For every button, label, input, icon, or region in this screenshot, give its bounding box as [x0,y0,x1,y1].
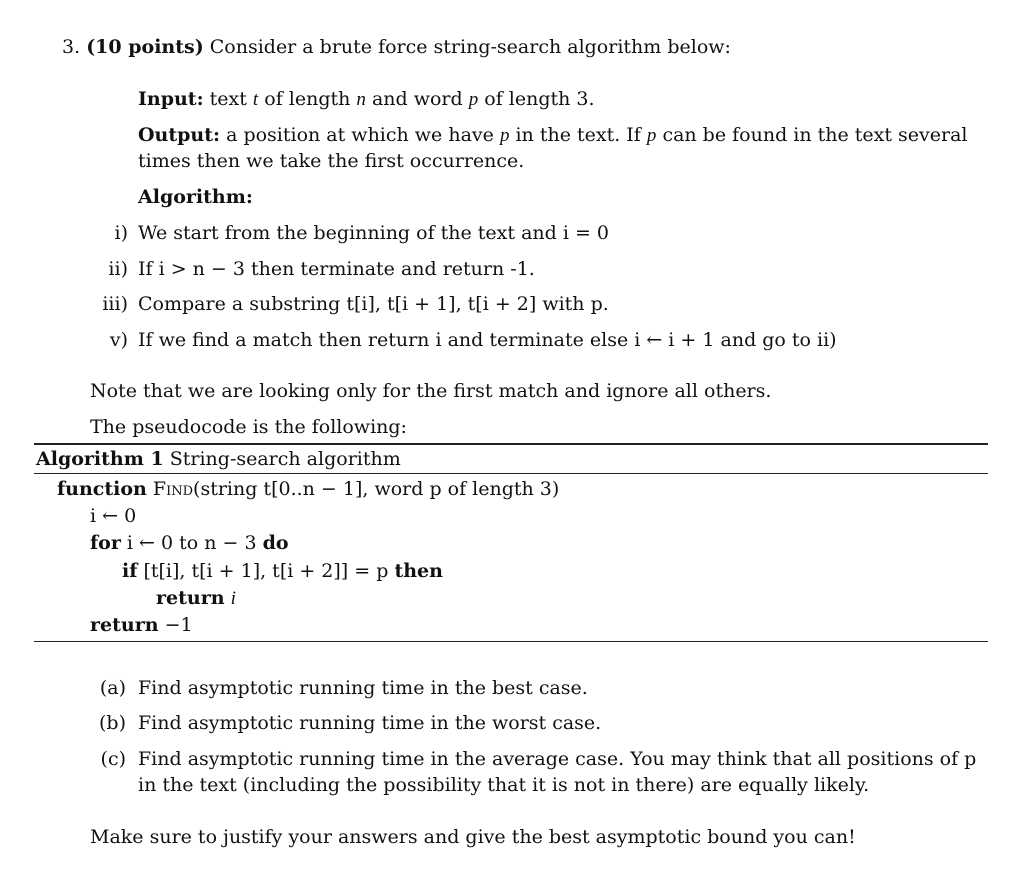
input-spec [138,86,595,113]
code-line-if: if [t[i], t[i + 1], t[i + 2]] = p then [122,560,443,582]
input-text-3: and word [371,88,463,110]
code-line-return-i: return i [156,587,236,609]
step-label: v) [109,329,128,351]
step-label: ii) [108,258,128,280]
problem-intro: Consider a brute force string-search algorithm below: [209,36,731,58]
input-text-4: of length 3. [484,88,595,110]
problem-points: (10 points) [86,36,204,58]
note-text: Note that we are looking only for the first match and ignore all others. [90,380,772,402]
step-text: Compare a substring t[i], t[i + 1], t[i + 2] with p. [138,293,609,315]
problem-number: 3. [62,36,81,58]
step-text: If i > n − 3 then terminate and return -1. [138,258,535,280]
code-line-function: function Find(string t[0..n − 1], word p of length 3) [57,478,560,500]
algorithm-caption-title: String-search algorithm [169,448,401,470]
output-spec [138,122,968,149]
code-line-init: i ← 0 [90,505,137,527]
question-label: (c) [100,748,126,770]
code-line-return-neg: return −1 [90,614,193,636]
pseudocode-intro: The pseudocode is the following: [90,416,407,438]
closing-text: Make sure to justify your answers and give the best asymptotic bound you can! [90,826,856,848]
output-var-p: p [499,125,510,146]
question-text: Find asymptotic running time in the worst case. [138,712,602,734]
output-text-1: a position at which we have [226,124,494,146]
input-var-n: n [356,89,366,110]
step-label: iii) [102,293,128,315]
question-label: (a) [99,677,126,699]
algorithm-caption-label: Algorithm 1 [36,448,164,470]
algorithm-bottom-rule [34,641,988,642]
question-label: (b) [99,712,126,734]
question-text: Find asymptotic running time in the best case. [138,677,588,699]
algorithm-caption-rule [34,473,988,474]
step-text: We start from the beginning of the text and i = 0 [138,222,610,244]
algorithm-label: Algorithm: [138,186,253,208]
step-label: i) [114,222,128,244]
input-var-p: p [468,89,479,110]
code-line-for: for i ← 0 to n − 3 do [90,532,289,554]
output-label: Output: [138,124,221,146]
output-var-p2: p [646,125,657,146]
input-var-t: t [252,89,259,110]
algorithm-top-rule [34,443,988,445]
output-spec-line2: times then we take the first occurrence. [138,150,525,172]
step-text: If we find a match then return i and terminate else i ← i + 1 and go to ii) [138,329,837,351]
question-text-line1: Find asymptotic running time in the average case. You may think that all positions of p [138,748,977,770]
input-text-1: text [209,88,247,110]
algorithm-caption [36,446,401,473]
problem-header [62,34,731,61]
question-text-line2: in the text (including the possibility that it is not in there) are equally likely. [138,774,870,796]
input-text-2: of length [264,88,351,110]
input-label: Input: [138,88,204,110]
output-text-3: can be found in the text several [662,124,968,146]
output-text-2: in the text. If [515,124,641,146]
